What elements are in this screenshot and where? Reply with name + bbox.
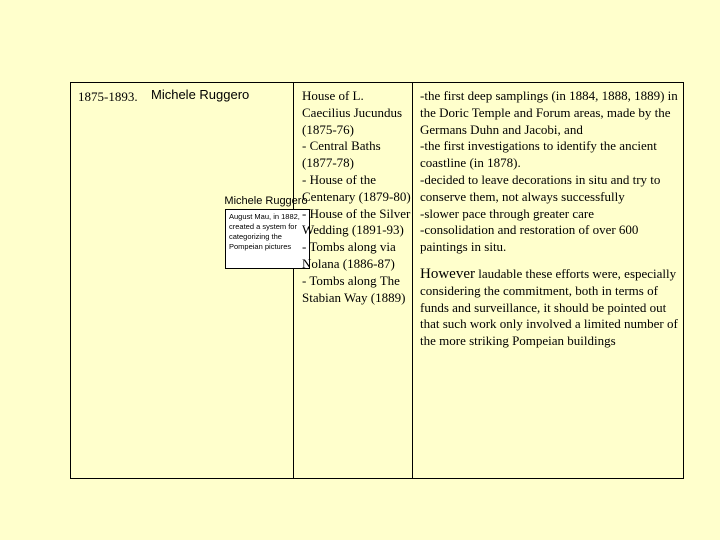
excavation-table — [70, 82, 684, 479]
note-item: -the first investigations to identify the ancient coastline (in 1878). — [420, 138, 657, 171]
conclusion-lead: However — [420, 265, 475, 282]
image-note: August Mau, in 1882, created a system for categorizing the Pompeian pictures — [229, 212, 300, 251]
name-cell — [151, 87, 308, 251]
conclusion-paragraph — [420, 266, 682, 350]
sites-cell — [302, 88, 412, 306]
portrait-caption: Michele Ruggero — [224, 195, 308, 207]
note-item: -slower pace through greater care — [420, 205, 594, 221]
column-divider-2 — [412, 83, 413, 478]
portrait-image-placeholder — [225, 209, 310, 269]
director-name: Michele Ruggero — [151, 87, 250, 102]
site-item: - House of the Centenary (1879-80) — [302, 171, 411, 204]
conclusion-text: laudable these efforts were, especially considering the commitment, both in terms of funds and surveillance, it should be pointed out that such work only involved a limited number of the more striking Pompeian buildings — [420, 265, 678, 349]
note-item: -the first deep samplings (in 1884, 1888, 1889) in the Doric Temple and Forum areas, made by the Germans Duhn and Jacobi, and — [420, 88, 678, 137]
notes-cell — [420, 88, 682, 350]
site-item: - House of the Silver Wedding (1891-93) — [302, 205, 411, 238]
years-cell: 1875-1893. — [78, 89, 138, 104]
site-item: - Tombs along The Stabian Way (1889) — [302, 272, 406, 305]
site-item: - Central Baths (1877-78) — [302, 138, 381, 171]
note-item: -decided to leave decorations in situ and try to conserve them, not always successfully — [420, 171, 661, 204]
note-item: -consolidation and restoration of over 600 paintings in situ. — [420, 222, 639, 255]
column-divider-1 — [293, 83, 294, 478]
site-item: House of L. Caecilius Jucundus (1875-76) — [302, 88, 403, 137]
site-item: - Tombs along via Nolana (1886-87) — [302, 239, 396, 271]
